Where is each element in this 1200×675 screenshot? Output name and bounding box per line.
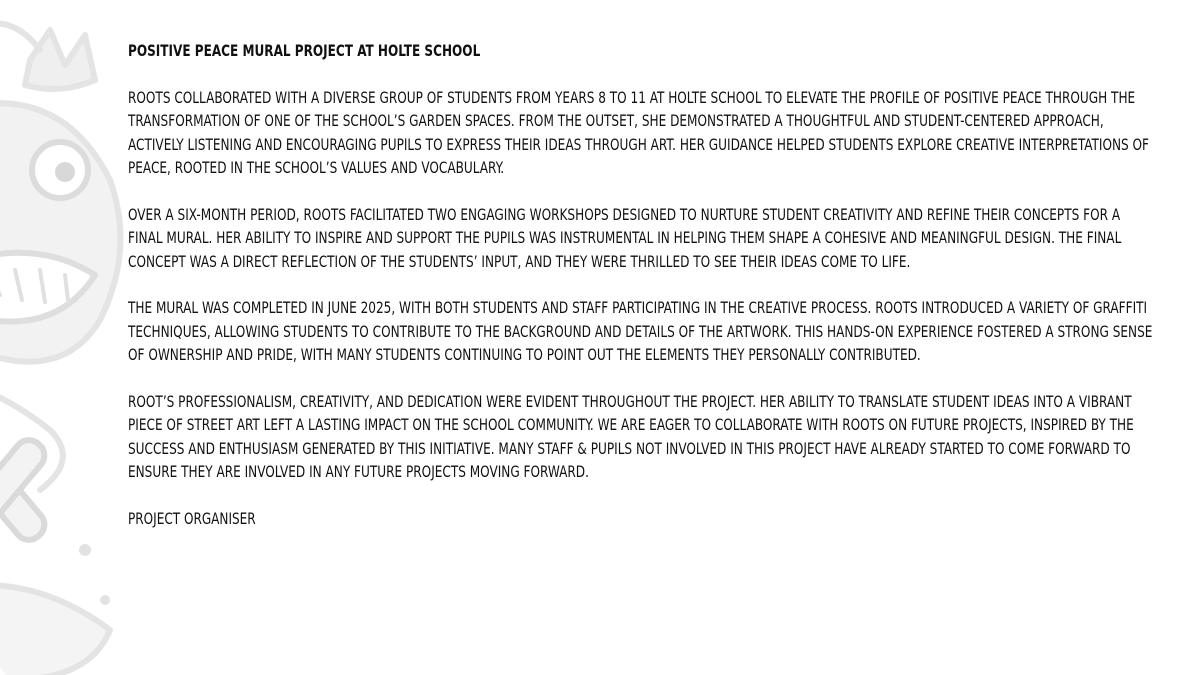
document-title: POSITIVE PEACE MURAL PROJECT AT HOLTE SCHOOL	[128, 42, 481, 60]
paragraph-4: ROOT’S PROFESSIONALISM, CREATIVITY, AND DEDICATION WERE EVIDENT THROUGHOUT THE PROJECT. HER ABILITY TO TRANSLATE STUDENT IDEAS INTO A VIBRANT PIECE OF STREET ART LEFT A LASTING IMPACT ON THE SCHOOL COMMUNITY. WE ARE EAGER TO COLLABORATE WITH ROOTS ON FUTURE PROJECTS, INSPIRED BY THE SUCCESS AND ENTHUSIASM GENERATED BY THIS INITIATIVE. MANY STAFF & PUPILS NOT INVOLVED IN THIS PROJECT HAVE ALREADY STARTED TO COME FORWARD TO ENSURE THEY ARE INVOLVED IN ANY FUTURE PROJECTS MOVING FORWARD.	[128, 393, 1134, 482]
paragraph-1: ROOTS COLLABORATED WITH A DIVERSE GROUP OF STUDENTS FROM YEARS 8 TO 11 AT HOLTE SCHOOL TO ELEVATE THE PROFILE OF POSITIVE PEACE THROUGH THE TRANSFORMATION OF ONE OF THE SCHOOL’S GARDEN SPACES. FROM THE OUTSET, SHE DEMONSTRATED A THOUGHTFUL AND STUDENT-CENTERED APPROACH, ACTIVELY LISTENING AND ENCOURAGING PUPILS TO EXPRESS THEIR IDEAS THROUGH ART. HER GUIDANCE HELPED STUDENTS EXPLORE CREATIVE INTERPRETATIONS OF PEACE, ROOTED IN THE SCHOOL’S VALUES AND VOCABULARY.	[128, 88, 1149, 178]
paragraph-3: THE MURAL WAS COMPLETED IN JUNE 2025, WITH BOTH STUDENTS AND STAFF PARTICIPATING IN THE CREATIVE PROCESS. ROOTS INTRODUCED A VARIETY OF GRAFFITI TECHNIQUES, ALLOWING STUDENTS TO CONTRIBUTE TO THE BACKGROUND AND DETAILS OF THE ARTWORK. THIS HANDS-ON EXPERIENCE FOSTERED A STRONG SENSE OF OWNERSHIP AND PRIDE, WITH MANY STUDENTS CONTINUING TO POINT OUT THE ELEMENTS THEY PERSONALLY CONTRIBUTED.	[128, 299, 1153, 365]
letter-content	[128, 40, 1158, 531]
paragraph-2: OVER A SIX-MONTH PERIOD, ROOTS FACILITATED TWO ENGAGING WORKSHOPS DESIGNED TO NURTURE STUDENT CREATIVITY AND REFINE THEIR CONCEPTS FOR A FINAL MURAL. HER ABILITY TO INSPIRE AND SUPPORT THE PUPILS WAS INSTRUMENTAL IN HELPING THEM SHAPE A COHESIVE AND MEANINGFUL DESIGN. THE FINAL CONCEPT WAS A DIRECT REFLECTION OF THE STUDENTS’ INPUT, AND THEY WERE THRILLED TO SEE THEIR IDEAS COME TO LIFE.	[128, 205, 1122, 271]
signoff: PROJECT ORGANISER	[128, 510, 256, 529]
